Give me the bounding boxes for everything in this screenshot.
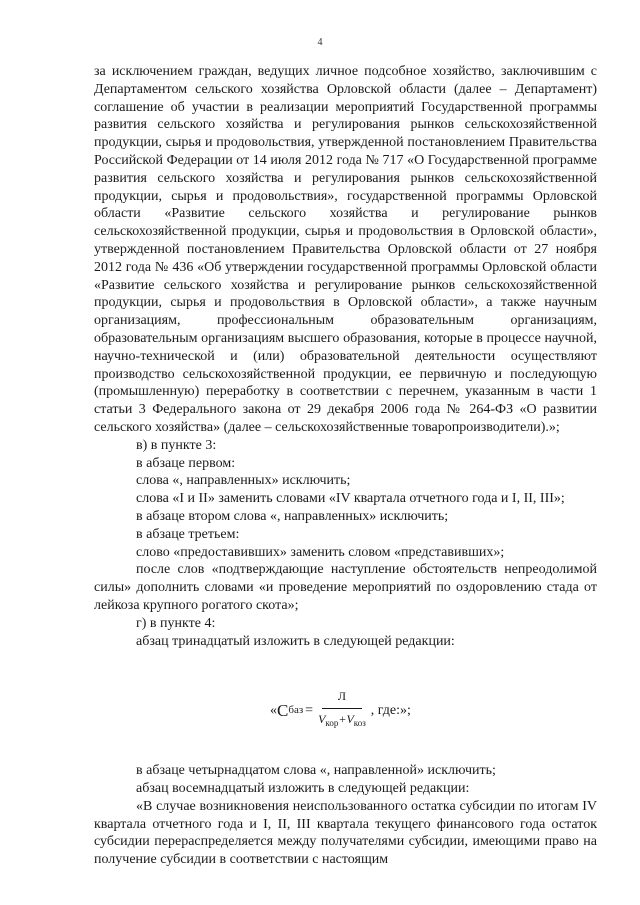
formula-den-plus: +V bbox=[338, 712, 354, 727]
paragraph: слово «предоставивших» заменить словом «представивших»; bbox=[136, 544, 505, 560]
paragraph: г) в пункте 4: bbox=[136, 615, 216, 631]
paragraph-group-bottom bbox=[94, 762, 597, 869]
paragraph: слова «, направленных» исключить; bbox=[136, 473, 351, 489]
formula-equals: = bbox=[305, 702, 314, 718]
formula bbox=[270, 688, 411, 733]
paragraph: после слов «подтверждающие наступление обстоятельств непреодолимой силы» дополнить словами «и проведение мероприятий по оздоровлению стада от лейкоза крупного рогатого скота»; bbox=[94, 562, 597, 613]
page-number: 4 bbox=[317, 37, 323, 48]
paragraph: в абзаце первом: bbox=[136, 455, 236, 471]
formula-lhs: С bbox=[277, 700, 289, 720]
paragraph: в абзаце третьем: bbox=[136, 526, 240, 542]
paragraph: за исключением граждан, ведущих личное подсобное хозяйство, заключившим с Департаментом сельского хозяйства Орловской области (далее – Департамент) соглашение об участии в реализации мероприятий Государственной программы развития сельского хозяйства и регулирования рынков сельскохозяйственной продукции, сырья и продовольствия, утвержденной постановлением Правительства Российской Федерации от 14 июля 2012 года № 717 «О Государственной программе развития сельского хозяйства и регулирования рынков сельскохозяйственной продукции, сырья и продовольствия», государственной программы Орловской области «Развитие сельского хозяйства и регулирование рынков сельскохозяйственной продукции, сырья и продовольствия в Орловской области», утвержденной постановлением Правительства Орловской области от 27 ноября 2012 года № 436 «Об утверждении государственной программы Орловской области «Развитие сельского хозяйства и регулирование рынков сельскохозяйственной продукции, сырья и продовольствия в Орловской области», а также научным организациям, профессиональным образовательным организациям, образовательным организациям высшего образования, которые в процессе научной, научно-технической и (или) образовательной деятельности осуществляют производство сельскохозяйственной продукции, ее первичную и последующую (промышленную) переработку в соответствии с перечнем, указанным в части 1 статьи 3 Федерального закона от 29 декабря 2006 года № 264-ФЗ «О развитии сельского хозяйства» (далее – сельскохозяйственные товаропроизводители).»; bbox=[94, 64, 597, 435]
paragraph: абзац восемнадцатый изложить в следующей редакции: bbox=[136, 781, 470, 797]
formula-fraction bbox=[318, 688, 366, 733]
paragraph: в абзаце втором слова «, направленных» исключить; bbox=[136, 508, 449, 524]
paragraph: в) в пункте 3: bbox=[136, 437, 217, 453]
paragraph: «В случае возникновения неиспользованного остатка субсидии по итогам IV квартала отчетного года и I, II, III квартала текущего финансового года остаток субсидии перераспределяется между получателями субсидии, имеющими право на получение субсидии в соответствии с настоящим bbox=[94, 798, 597, 868]
formula-block bbox=[94, 688, 597, 732]
paragraph: слова «I и II» заменить словами «IV квартала отчетного года и I, II, III»; bbox=[136, 491, 565, 507]
formula-den-sub1: кор bbox=[325, 718, 339, 729]
formula-open-quote: « bbox=[270, 702, 277, 718]
document-body bbox=[94, 63, 597, 869]
paragraph: в абзаце четырнадцатом слова «, направленной» исключить; bbox=[136, 763, 496, 779]
formula-denominator bbox=[318, 709, 366, 733]
formula-lhs-subscript: баз bbox=[288, 703, 304, 716]
formula-tail: , где:»; bbox=[370, 702, 411, 718]
formula-numerator: Л bbox=[322, 688, 362, 709]
paragraph: абзац тринадцатый изложить в следующей редакции: bbox=[136, 633, 455, 649]
paragraph-group-top bbox=[94, 63, 597, 650]
formula-den-sub2: коз bbox=[353, 718, 366, 729]
formula-den-v1: V bbox=[318, 712, 326, 727]
